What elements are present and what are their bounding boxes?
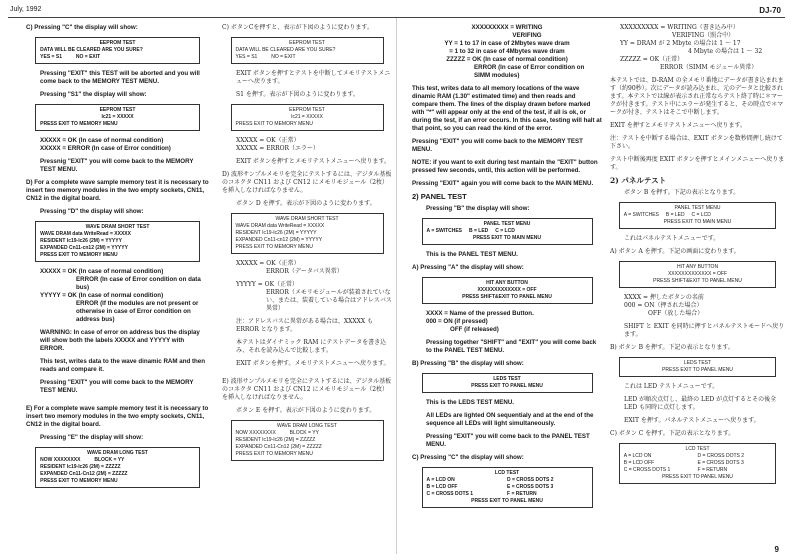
box-row [624,460,772,467]
box-line: WAVE DRAM data WriteRead = XXXXX [40,231,131,237]
c-s1: Pressing "S1" the display will show: [40,91,147,98]
box-line: WAVE DRAM LONG TEST [87,450,148,456]
leds-desc: All LEDs are lighted ON sequentialy and at the end of the sequence all LEDs will light simultaneously. [426,412,594,427]
c-s1-ja: S1 を押す。表示が下図のように変わります。 [236,91,359,98]
d-y2-ja: ERROR（メモリモジュールが装着されていない、または、装着している場合はアドレスバス異常） [266,289,392,312]
long-test-note-ja: 注：テストを中断する場合は、EXIT ボタンを数秒間押し続けて下さい。 [610,135,783,150]
box-line: Ic21 = XXXXX [101,114,134,120]
header-model: DJ-70 [759,6,781,15]
box-line: WAVE DRAM SHORT TEST [275,216,339,222]
box-line: A = SWITCHES B = LED C = LCD [426,228,515,234]
long-test-box [35,447,200,488]
box-cell: A = LCD ON [623,453,652,459]
column-japanese-right [610,24,785,490]
box-cell: F = RETURN [697,467,728,473]
long-test-desc: This test, writes data to all memory locations of the wave dinamic RAM (1.30" estimated time) and then reads and compare them. The lines of the display drawn before marked with "*" will appear only at the end of the test, if all is ok, or during the test, if an error occurs. In this case, testing will halt at that point, so you can read the kind of the error. [412,85,602,132]
hit-2: 000 = ON (if pressed) [426,318,488,325]
d-x2: ERROR (In case of Error condition on data bus) [76,276,201,291]
lcd-test-box-ja [619,443,777,484]
d-test-ja: 本テストはダイナミック RAM にテストデータを書き込み、それを読み込んで比較します。 [236,339,387,354]
eeprom-result-box-ja [231,104,384,131]
c-err-ja: XXXXX = ERROR（エラー） [236,145,320,152]
box-line: EXPANDED Cn11-Cn12 (2M) = ZZZZZ [235,444,322,450]
leds-test-box-ja [619,357,777,377]
d-back-ja: EXIT ボタンを押す。メモリテストメニューへ戻ります。 [236,360,390,367]
box-row [427,484,588,491]
c-err: XXXXX = ERROR (In case of Error condition) [40,145,171,152]
box-line: PRESS EXIT TO MAIN MENU [473,235,541,241]
d-y2: ERROR (If the modules are not present or otherwise in case of Error condition on address bus) [76,300,199,323]
e-intro-ja: E) 波形サンプルメモリを完全にテストするには、デジタル基板のコネクタ CN11 および CN12 にメモリモジュール（2枚）を挿入しなければなりません。 [222,378,392,401]
hit-2-ja: 000 = ON（押された場合） [624,302,703,309]
long-test-main: Pressing "EXIT" again you will come back to the MAIN MENU. [412,180,594,187]
box-line: PANEL TEST MENU [674,205,721,211]
eeprom-result-box [35,104,200,131]
d-intro-ja: D) 波形サンプルメモリを完全にテストするには、デジタル基板のコネクタ CN11 および CN12 にメモリモジュール（2枚）を挿入しなければなりません。 [222,171,392,194]
c-exit: Pressing "EXIT" this TEST will be aborted and you will come back to the MEMORY TEST MENU. [40,70,200,85]
box-cell: B = LCD OFF [623,460,655,466]
eeprom-display-box [35,37,200,64]
box-row [427,491,588,498]
a-press-ja: A) ボタン A を押す。下記の画面に変わります。 [610,248,740,255]
c-press: C) Pressing "C" the display will show: [412,454,524,461]
box-line: PRESS EXIT TO MEMORY MENU [235,451,313,457]
long-test-note: NOTE: if you want to exit during test mantain the "EXIT" button pressed few seconds, until, this action will be performed. [412,159,598,174]
box-line: A = SWITCHES B = LED C = LCD [623,212,711,218]
a-press: A) Pressing "A" the display will show: [412,264,524,271]
box-line: PRESS EXIT TO MEMORY MENU [235,121,313,127]
c-exit-ja: EXIT ボタンを押すとテストを中断してメモリテストメニューへ戻ります。 [236,70,391,85]
d-y1: YYYYY = OK (In case of normal condition) [40,292,164,299]
d-x1-ja: XXXXX = OK（正常） [236,260,300,267]
d-intro: D) For a complete wave sample memory test it is necessary to insert two memory modules in the two empty sockets, CN11, CN12 in the digital board. [26,179,209,202]
panel-press: Pressing "B" the display will show: [426,205,530,212]
box-line: PRESS EXIT TO MEMORY MENU [40,121,118,127]
yy-line-2-ja: 4 Mbyte の場合は 1 ～ 32 [688,48,763,55]
c-press-ja: C) ボタン C を押す。下記の表示となります。 [610,430,735,437]
box-cell: E = CROSS DOTS 3 [697,460,744,466]
box-row [624,453,772,460]
box-line: RESIDENT Ic19-Ic26 (2M) = ZZZZZ [40,464,121,470]
leds-test-box [422,373,593,393]
c-ok: XXXXX = OK (In case of normal condition) [40,137,164,144]
yy-line-1: YY = 1 to 17 in case of 2Mbytes wave dram [444,40,570,47]
box-cell: C = CROSS DOTS 1 [623,467,671,473]
box-line: LEDS TEST [683,360,712,366]
d-x1: XXXXX = OK (In case of normal condition) [40,268,164,275]
c-back: Pressnig "EXIT" you will come back to the MEMORY TEST MENU. [40,158,194,173]
box-cell: B = LCD OFF [426,484,458,490]
zz-line-1-ja: ZZZZZ = OK（正常） [620,56,684,63]
writing-line-ja: XXXXXXXXX = WRITING（書き込み中） [620,24,739,31]
box-row [427,477,588,484]
box-cell: A = LCD ON [426,477,455,483]
panel-menu-text-ja: これはパネルテストメニューです。 [624,235,720,242]
box-line: YES = S1 NO = EXIT [40,54,101,60]
box-line: LCD TEST [494,470,520,476]
verifing-line: VERIFING [512,32,542,39]
d-warn-ja: 注：アドレスバスに異常がある場合は、XXXXX も ERROR となります。 [236,318,374,333]
lcd-test-box [422,467,593,508]
box-line: PRESS EXIT TO MEMORY MENU [40,252,118,258]
box-line: DATA WILL BE CLEARED ARE YOU SURE? [40,47,143,53]
short-test-box-ja [231,213,384,254]
leds-desc-ja: LED が順次点灯し、最終の LED が点灯するとその後全 LED も同時に点灯します。 [624,396,777,411]
box-line: WAVE DRAM data WriteRead = XXXXX [235,223,325,229]
leds-back: Pressing "EXIT" you will come back to the PANEL TEST MENU. [426,433,590,448]
box-line: EXPANDED Cn11-cn12 (2M) = YYYYY [40,245,128,251]
c-intro-ja: C) ボタンCを押すと、表示が下図のように変わります。 [222,24,373,31]
box-line: PRESS EXIT TO PANEL MENU [662,367,733,373]
box-line: WAVE DRAM LONG TEST [277,423,337,429]
d-press: Pressing "D" the display will show: [40,208,144,215]
box-line: EEPROM TEST [289,107,325,113]
column-english-left [26,24,209,494]
hit-button-box [422,277,593,304]
writing-line: XXXXXXXXX = WRITING [471,24,543,31]
leds-menu: This is the LEDS TEST MENU. [426,399,515,406]
b-press: B) Pressing "B" the display will show: [412,360,524,367]
box-line: DATA WILL BE CLEARED ARE YOU SURE? [235,47,336,53]
panel-test-heading-ja: 2) パネルテスト [610,176,667,185]
box-line: EXPANDED Cn11-cn12 (2M) = YYYYY [235,237,323,243]
hit-3-ja: OFF（放した場合） [648,310,704,317]
zz-line-2-ja: ERROR（SIMM モジュール異常） [660,64,758,71]
short-test-box [35,221,200,262]
box-line: PRESS EXIT TO MEMORY MENU [235,244,313,250]
long-test-desc-ja: 本テストでは、D-RAM の全メモリ番地にデータが書き込まれます（約90秒）。次にデータが読み込まれ、元のデータと比較されます。本テストでは線が表示され正常ならテスト終了時に＊マークが付きます。テスト中にエラーが発生すると、その時点で＊マークが付き、テストはそこで中断します。 [610,77,784,116]
box-line: XXXXXXXXXXXXX = OFF [477,287,537,293]
hit-1: XXXX = Name of the pressed Button. [426,310,534,317]
box-line: PRESS EXIT TO PANEL MENU [471,383,543,389]
zz-line-2: ERROR (In case of Error condition on SIMM modules) [474,64,585,79]
page-number: 9 [774,545,779,554]
verifing-line-ja: VERIFING（照合中） [672,32,735,39]
d-test: This test, writes data to the wave dinamic RAM and then reads and compare it. [40,358,206,373]
zz-line-1: ZZZZZ = OK (In case of normal condition) [446,56,568,63]
box-line: XXXXXXXXXXXXX = OFF [667,271,728,277]
b-press-ja: B) ボタン B を押す。下記の表示となります。 [610,344,734,351]
box-line: WAVE DRAM SHORT TEST [85,224,150,230]
box-line: EEPROM TEST [99,40,136,46]
box-line: EEPROM TEST [99,107,136,113]
yy-line-2: = 1 to 32 in case of 4Mbytes wave dram [449,48,565,55]
hit-button-box-ja [619,261,777,288]
panel-menu-box-ja [619,202,777,229]
page-divider [396,18,397,554]
box-cell: D = CROSS DOTS 2 [697,453,745,459]
leds-menu-ja: これは LED テストメニューです。 [624,383,719,390]
long-test-main-ja: テスト中断後再度 EXIT ボタンを押すとメインメニューへ戻ります。 [610,156,785,171]
box-line: PRESS EXIT TO MEMORY MENU [40,478,118,484]
header-date: July, 1992 [10,6,42,13]
box-line: NOW XXXXXXXX BLOCK = YY [235,430,319,436]
c-back-ja: EXIT ボタンを押すとメモリテストメニューへ戻ります。 [236,158,391,165]
box-line: PRESS EXIT TO MAIN MENU [663,219,732,225]
shift-exit: Pressing together "SHIFT" and "EXIT" you will come back to the PANEL TEST MENU. [426,339,597,354]
box-line: EXPANDED Cn11-Cn12 (2M) = ZZZZZ [40,471,128,477]
yy-line-1-ja: YY = DRAM が 2 Mbyte の場合は 1 ～ 17 [620,40,741,47]
e-press: Pressing "E" the display will show: [40,434,144,441]
c-ok-ja: XXXXX = OK（正常） [236,137,300,144]
hit-1-ja: XXXX = 押したボタンの名前 [624,294,704,301]
box-line: PRESS EXIT TO PANEL MENU [471,498,543,504]
box-line: YES = S1 NO = EXIT [235,54,296,60]
e-press-ja: ボタン E を押す。表示が下図のように変わります。 [236,407,376,414]
box-line: RESIDENT Ic19-Ic26 (2M) = YYYYY [40,238,122,244]
box-line: PRESS SHIFT&EXIT TO PANEL MENU [653,278,742,284]
box-line: RESIDENT Ic19-Ic26 (2M) = YYYYY [235,230,317,236]
box-line: NOW XXXXXXXX BLOCK = YY [40,457,125,463]
box-line: Ic21 = XXXXX [291,114,323,120]
c-intro: C) Pressing "C" the display will show: [26,24,138,31]
box-line: PRESS EXIT TO PANEL MENU [662,474,733,480]
box-cell: C = CROSS DOTS 1 [426,491,474,497]
shift-exit-ja: SHIFT と EXIT を同時に押すとパネルテストモードへ戻ります。 [624,323,785,338]
column-english-right [412,24,602,514]
eeprom-display-box-ja [231,37,384,64]
hit-3: OFF (if released) [450,326,499,333]
d-warn: WARNING: In case of error on address bus the display will show both the labels XXXXX and YYYYY with ERROR. [40,329,200,352]
box-line: EEPROM TEST [289,40,325,46]
box-line: PRESS SHIFT&EXIT TO PANEL MENU [462,294,552,300]
panel-press-ja: ボタン B を押す。下記の表示となります。 [624,189,740,196]
column-japanese-left [222,24,392,467]
box-line: RESIDENT Ic19-Ic26 (2M) = ZZZZZ [235,437,316,443]
box-line: LCD TEST [685,446,710,452]
box-line: HIT ANY BUTTON [486,280,528,286]
d-press-ja: ボタン D を押す。表示が下図のように変わります。 [236,200,376,207]
leds-back-ja: EXIT を押す。パネルテストメニューへ戻ります。 [624,417,760,424]
box-line: LEDS TEST [493,376,521,382]
box-cell: D = CROSS DOTS 2 [507,477,554,483]
long-test-back: Pressing "EXIT" you will come back to the MEMORY TEST MENU. [412,138,583,153]
panel-test-heading: 2) PANEL TEST [412,192,467,201]
d-x2-ja: ERROR（データバス異常） [266,268,343,275]
panel-menu-text: This is the PANEL TEST MENU. [426,251,518,258]
box-cell: F = RETURN [507,491,537,497]
d-back: Pressing "EXIT" you will come back to the MEMORY TEST MENU. [40,379,194,394]
e-intro: E) For a complete wave sample memory test it is necessary to insert two memory modules in the two empty sockets, CN11, CN12 in the digital board. [26,405,209,428]
d-y1-ja: YYYYY = OK（正常） [236,281,299,288]
panel-menu-box [422,218,593,245]
box-row [624,467,772,474]
box-line: PANEL TEST MENU [483,221,531,227]
box-cell: E = CROSS DOTS 3 [507,484,554,490]
box-line: HIT ANY BUTTON [676,264,719,270]
long-test-box-ja [231,420,384,461]
long-test-back-ja: EXIT を押すとメモリテストメニューへ戻ります。 [610,122,747,129]
